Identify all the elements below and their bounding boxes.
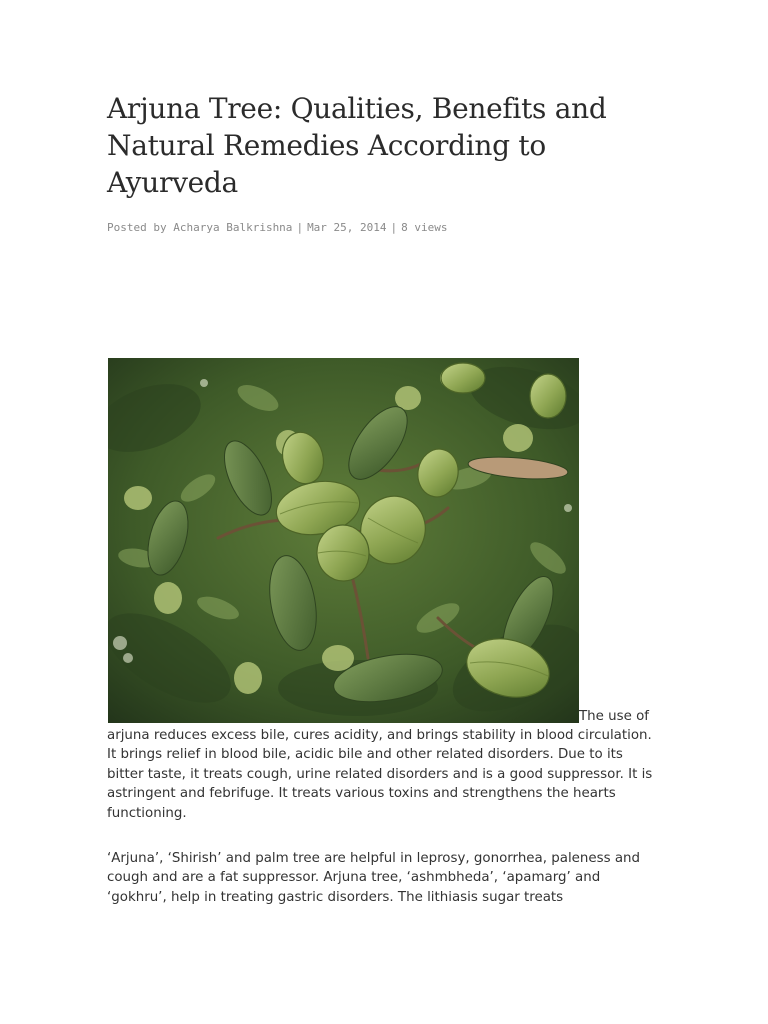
meta-separator: | — [296, 221, 304, 234]
paragraph-2: ‘Arjuna’, ‘Shirish’ and palm tree are helpful in leprosy, gonorrhea, paleness and cough and are a fat suppressor. Arjuna tree, ‘ashmbheda’, ‘apamarg’ and ‘gokhru’, help in treating gastric disorders. The lithiasis sugar treats — [107, 851, 641, 905]
arjuna-tree-photo — [108, 358, 579, 723]
view-count: 8 views — [401, 221, 448, 234]
paragraph-1: arjuna reduces excess bile, cures acidity, and brings stability in blood circulation. It brings relief in blood bile, acidic bile and other related disorders. Due to its bitter taste, it treats cough, urine related disorders and is a good suppressor. It is astringent and febrifuge. It treats various toxins and strengthens the hearts functioning. — [107, 728, 653, 821]
paragraph-1-lead: The use of — [579, 709, 650, 724]
meta-separator: | — [390, 221, 398, 234]
post-meta — [107, 220, 448, 236]
arjuna-tree-image — [108, 358, 579, 723]
article-title: Arjuna Tree: Qualities, Benefits and Natural Remedies According to Ayurveda — [107, 92, 607, 199]
author-byline: Posted by Acharya Balkrishna — [107, 221, 293, 234]
post-date: Mar 25, 2014 — [307, 221, 387, 234]
